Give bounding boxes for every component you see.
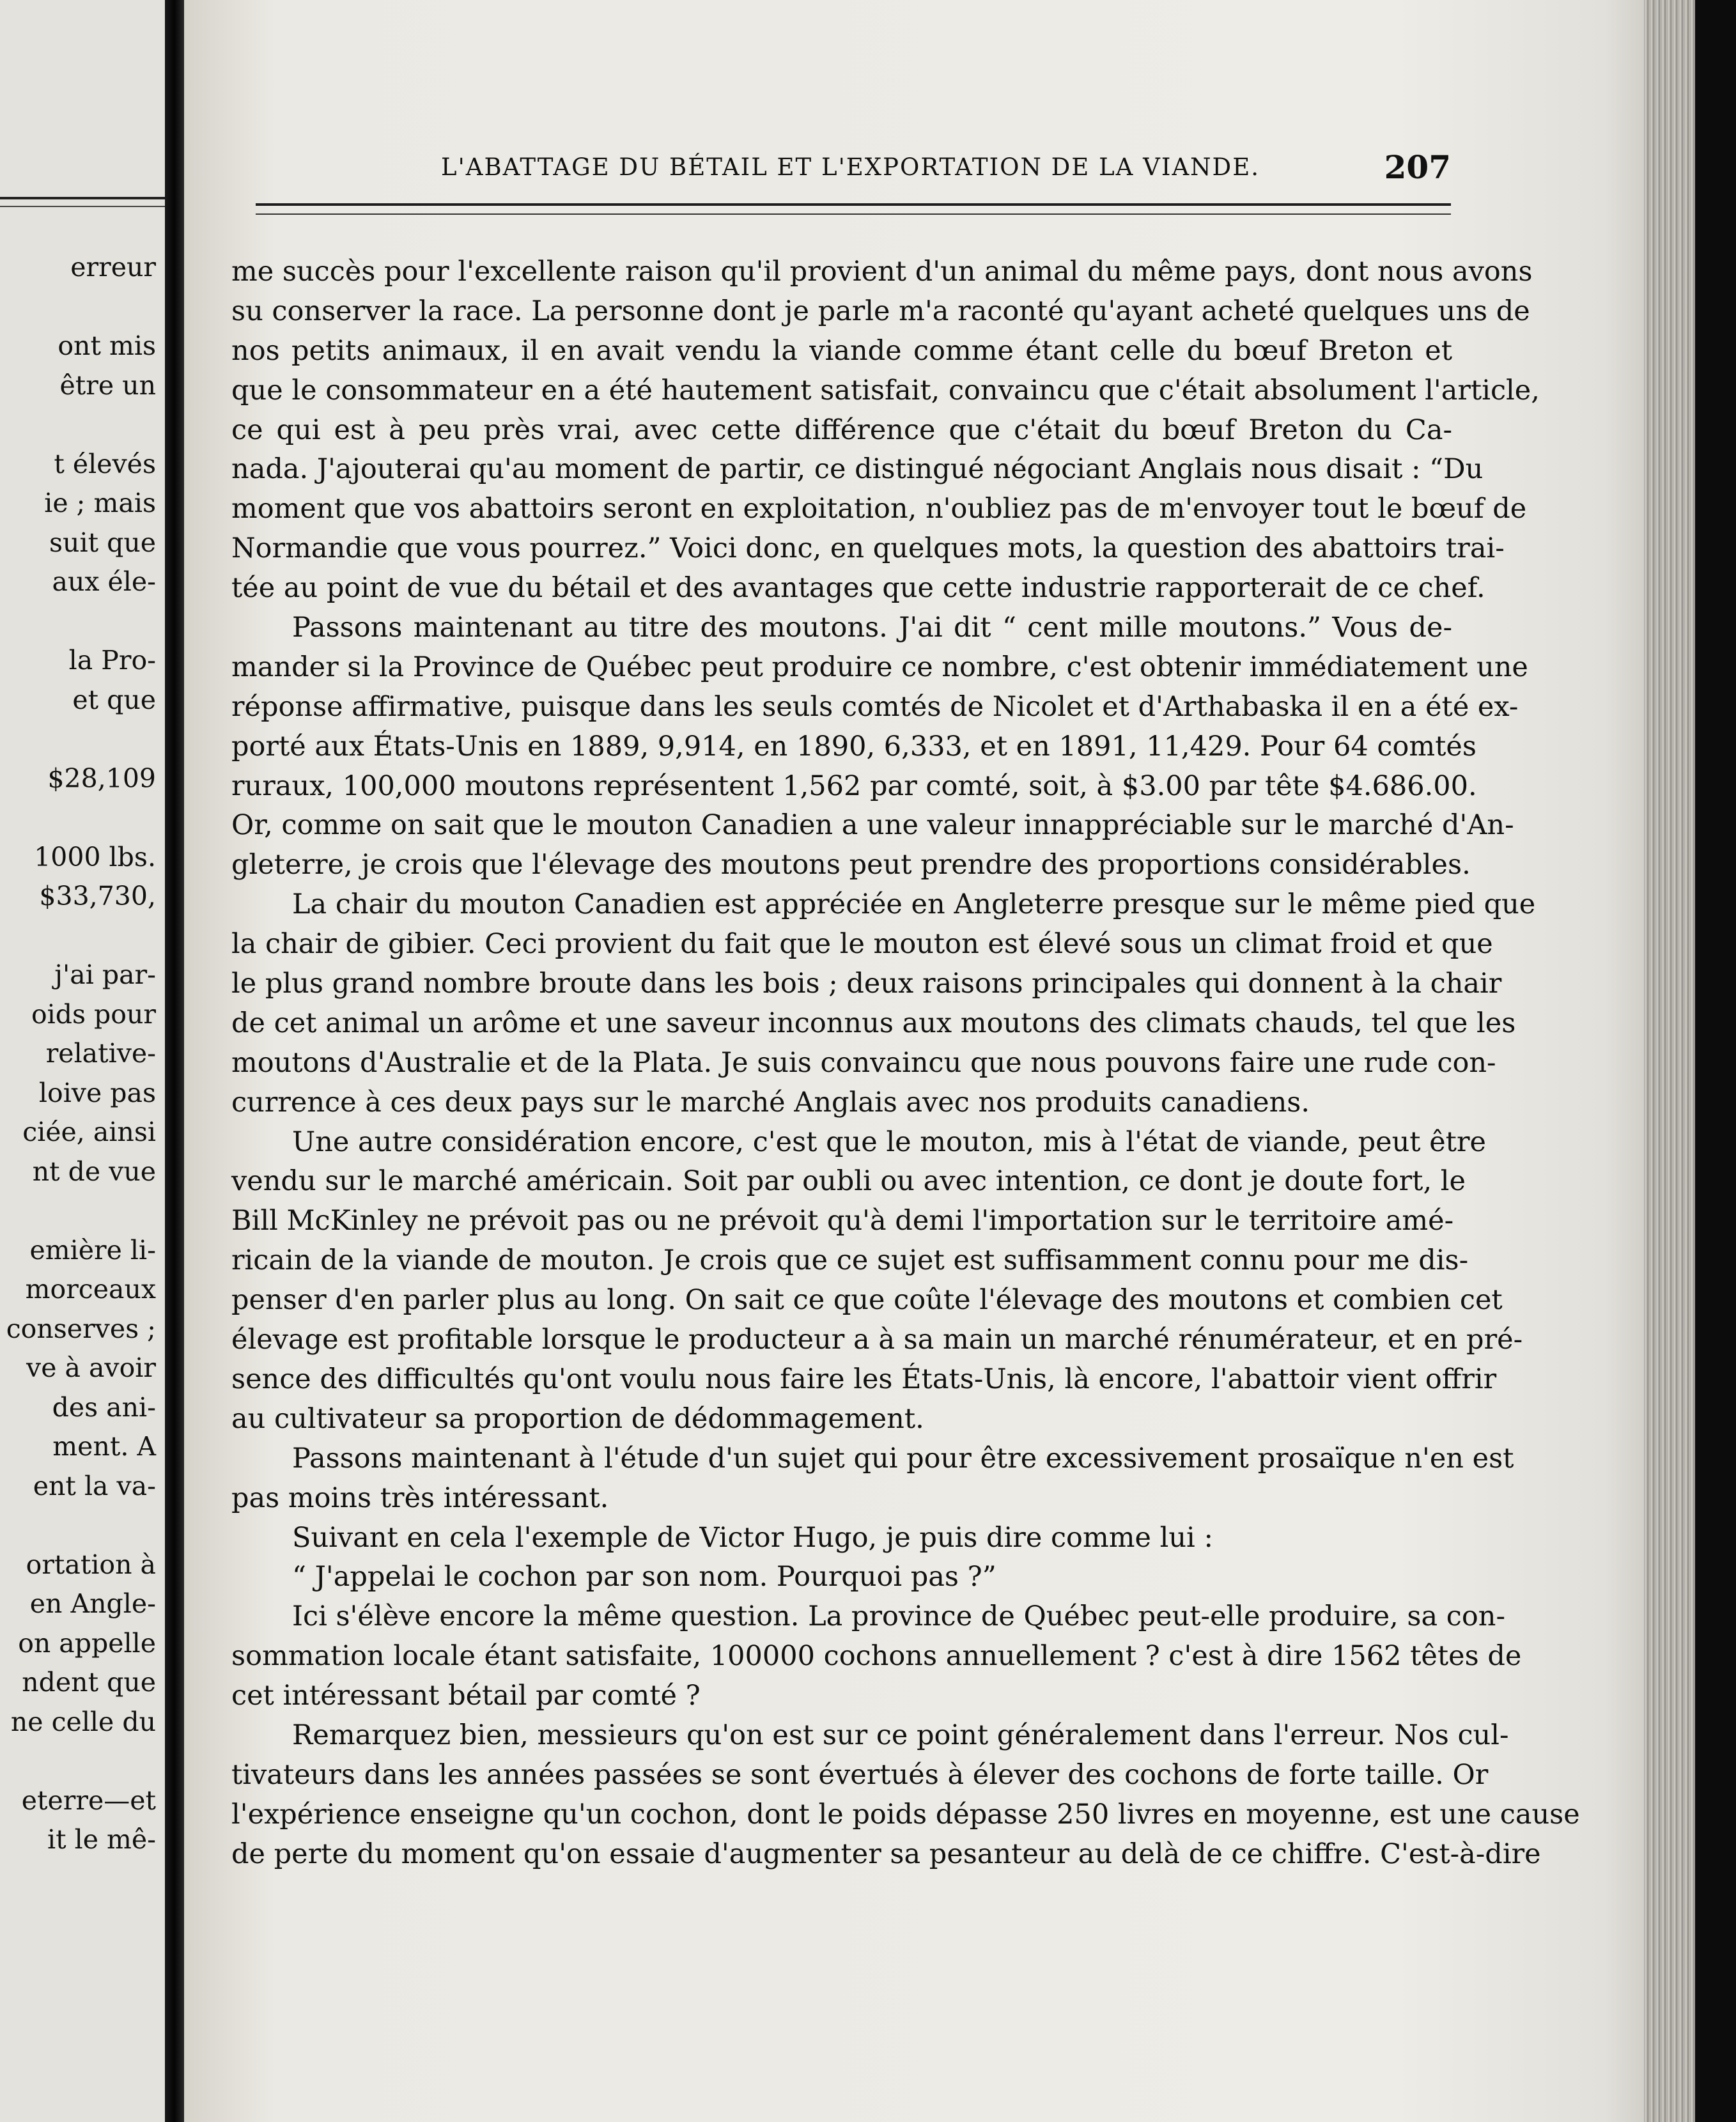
book-gutter bbox=[165, 0, 184, 2122]
left-page-fragment: nt de vue bbox=[32, 1156, 156, 1187]
left-page-fragment: la Pro- bbox=[68, 645, 156, 676]
text-line: que le consommateur en a été hautement satisfait, convaincu que c'était absolument l'article, bbox=[231, 374, 1540, 407]
text-line: su conserver la race. La personne dont je parle m'a raconté qu'ayant acheté quelques uns de bbox=[231, 295, 1530, 327]
text-line: cet intéressant bétail par comté ? bbox=[231, 1680, 701, 1712]
left-page-fragment bbox=[0, 405, 156, 445]
text-line: La chair du mouton Canadien est appréciée en Angleterre presque sur le même pied que bbox=[292, 888, 1536, 921]
left-page-fragment: suit que bbox=[49, 527, 156, 558]
text-line: sence des difficultés qu'ont voulu nous faire les États-Unis, là encore, l'abattoir vient offrir bbox=[231, 1363, 1497, 1395]
left-page-fragment: on appelle bbox=[18, 1627, 156, 1659]
left-page-fragment bbox=[0, 602, 156, 642]
body-text bbox=[231, 252, 1580, 1875]
text-line: mander si la Province de Québec peut produire ce nombre, c'est obtenir immédiatement une bbox=[231, 651, 1528, 683]
text-line: de perte du moment qu'on essaie d'augmenter sa pesanteur au delà de ce chiffre. C'est-à-dire bbox=[231, 1838, 1541, 1870]
left-page-fragment bbox=[0, 798, 156, 838]
text-line: ricain de la viande de mouton. Je crois que ce sujet est suffisamment connu pour me dis- bbox=[231, 1244, 1469, 1277]
text-line: Une autre considération encore, c'est que le mouton, mis à l'état de viande, peut être bbox=[292, 1126, 1486, 1158]
page-edge-stack bbox=[1644, 0, 1695, 2122]
left-page-fragment bbox=[0, 720, 156, 759]
text-line: vendu sur le marché américain. Soit par oubli ou avec intention, ce dont je doute fort, le bbox=[231, 1165, 1466, 1198]
left-page-fragment: conserves ; bbox=[6, 1313, 156, 1344]
left-page-fragment: ortation à bbox=[26, 1549, 156, 1580]
text-line: moment que vos abattoirs seront en exploitation, n'oubliez pas de m'envoyer tout le bœuf de bbox=[231, 493, 1527, 525]
left-page-fragment bbox=[0, 1506, 156, 1545]
text-line: moutons d'Australie et de la Plata. Je suis convaincu que nous pouvons faire une rude con- bbox=[231, 1046, 1496, 1079]
text-line: Passons maintenant à l'étude d'un sujet qui pour être excessivement prosaïque n'en est bbox=[292, 1442, 1514, 1475]
left-page-fragment: ndent que bbox=[22, 1667, 156, 1698]
text-line: ce qui est à peu près vrai, avec cette différence que c'était du bœuf Breton du Ca- bbox=[231, 414, 1452, 446]
left-page-fragment bbox=[0, 917, 156, 956]
text-line: Ici s'élève encore la même question. La province de Québec peut-elle produire, sa con- bbox=[292, 1600, 1505, 1633]
text-line: l'expérience enseigne qu'un cochon, dont le poids dépasse 250 livres en moyenne, est une cause bbox=[231, 1798, 1580, 1831]
left-page-fragment: 1000 lbs. bbox=[34, 841, 156, 872]
left-page-fragment: ment. A bbox=[52, 1431, 156, 1462]
left-page-fragment: t élevés bbox=[54, 448, 156, 479]
left-page-fragment: $33,730, bbox=[39, 881, 156, 911]
left-page-fragment: ont mis bbox=[58, 330, 156, 361]
left-page-head-rule bbox=[0, 197, 165, 207]
text-line: au cultivateur sa proportion de dédommagement. bbox=[231, 1402, 924, 1435]
text-line: porté aux États-Unis en 1889, 9,914, en 1890, 6,333, et en 1891, 11,429. Pour 64 comtés bbox=[231, 730, 1476, 763]
text-line: Passons maintenant au titre des moutons. J'ai dit “ cent mille moutons.” Vous de- bbox=[292, 612, 1452, 644]
left-page-fragment: loive pas bbox=[38, 1077, 156, 1108]
text-line: Normandie que vous pourrez.” Voici donc, en quelques mots, la question des abattoirs trai- bbox=[231, 532, 1505, 565]
left-page-fragment: ciée, ainsi bbox=[22, 1117, 156, 1147]
left-page-fragment bbox=[0, 1742, 156, 1781]
text-line: de cet animal un arôme et une saveur inconnus aux moutons des climats chauds, tel que les bbox=[231, 1007, 1516, 1039]
text-line: tée au point de vue du bétail et des avantages que cette industrie rapporterait de ce chef. bbox=[231, 572, 1485, 605]
left-page-fragment: être un bbox=[59, 369, 156, 401]
text-line: sommation locale étant satisfaite, 100000 cochons annuellement ? c'est à dire 1562 têtes de bbox=[231, 1640, 1522, 1673]
left-page-fragment bbox=[0, 1191, 156, 1231]
text-line: la chair de gibier. Ceci provient du fait que le mouton est élevé sous un climat froid et que bbox=[231, 928, 1493, 961]
text-line: nada. J'ajouterai qu'au moment de partir, ce distingué négociant Anglais nous disait : “Du bbox=[231, 453, 1484, 486]
left-adjacent-page bbox=[0, 0, 165, 2122]
text-line: gleterre, je crois que l'élevage des moutons peut prendre des proportions considérables. bbox=[231, 849, 1471, 881]
left-page-fragment: ie ; mais bbox=[44, 488, 156, 518]
text-line: réponse affirmative, puisque dans les seuls comtés de Nicolet et d'Arthabaska il en a été ex- bbox=[231, 690, 1519, 723]
text-line: le plus grand nombre broute dans les bois ; deux raisons principales qui donnent à la chair bbox=[231, 968, 1502, 1000]
left-page-fragment: it le mê- bbox=[47, 1824, 156, 1855]
text-line: pas moins très intéressant. bbox=[231, 1482, 609, 1514]
left-page-fragment: ent la va- bbox=[33, 1470, 156, 1501]
left-page-fragment: emière li- bbox=[29, 1234, 156, 1266]
left-page-fragment: en Angle- bbox=[29, 1588, 156, 1619]
left-page-fragment: ve à avoir bbox=[26, 1352, 156, 1383]
text-line: tivateurs dans les années passées se sont évertués à élever des cochons de forte taille. Or bbox=[231, 1758, 1489, 1791]
text-line: Remarquez bien, messieurs qu'on est sur ce point généralement dans l'erreur. Nos cul- bbox=[292, 1719, 1509, 1751]
text-line: élevage est profitable lorsque le producteur a à sa main un marché rénumérateur, et en pré- bbox=[231, 1324, 1523, 1356]
page-number: 207 bbox=[1384, 148, 1451, 186]
text-line: Bill McKinley ne prévoit pas ou ne prévoit qu'à demi l'importation sur le territoire amé- bbox=[231, 1205, 1454, 1237]
left-page-fragment: relative- bbox=[45, 1038, 156, 1069]
left-page-fragment: j'ai par- bbox=[54, 959, 156, 990]
left-page-fragment: erreur bbox=[70, 252, 156, 283]
left-page-text-fragments bbox=[0, 248, 156, 1860]
text-line: nos petits animaux, il en avait vendu la viande comme étant celle du bœuf Breton et bbox=[231, 334, 1452, 367]
left-page-fragment: $28,109 bbox=[47, 763, 156, 794]
text-line: currence à ces deux pays sur le marché Anglais avec nos produits canadiens. bbox=[231, 1086, 1310, 1119]
text-line: Suivant en cela l'exemple de Victor Hugo, je puis dire comme lui : bbox=[292, 1521, 1213, 1554]
running-head-rule bbox=[256, 203, 1451, 215]
text-line: Or, comme on sait que le mouton Canadien a une valeur innappréciable sur le marché d'An- bbox=[231, 809, 1514, 842]
left-page-fragment: des ani- bbox=[52, 1391, 156, 1423]
text-line: me succès pour l'excellente raison qu'il provient d'un animal du même pays, dont nous avons bbox=[231, 256, 1533, 288]
text-line: penser d'en parler plus au long. On sait ce que coûte l'élevage des moutons et combien cet bbox=[231, 1284, 1503, 1317]
left-page-fragment: ne celle du bbox=[10, 1706, 156, 1737]
left-page-fragment: aux éle- bbox=[52, 566, 156, 597]
text-line: ruraux, 100,000 moutons représentent 1,562 par comté, soit, à $3.00 par tête $4.686.00. bbox=[231, 770, 1477, 802]
left-page-fragment: morceaux bbox=[25, 1274, 156, 1305]
running-head-title: L'ABATTAGE DU BÉTAIL ET L'EXPORTATION DE LA VIANDE. bbox=[441, 153, 1260, 181]
text-line: “ J'appelai le cochon par son nom. Pourquoi pas ?” bbox=[292, 1561, 996, 1593]
left-page-fragment: et que bbox=[72, 684, 156, 715]
left-page-fragment: oids pour bbox=[31, 998, 156, 1030]
left-page-fragment: eterre—et bbox=[21, 1785, 156, 1816]
left-page-fragment bbox=[0, 288, 156, 327]
